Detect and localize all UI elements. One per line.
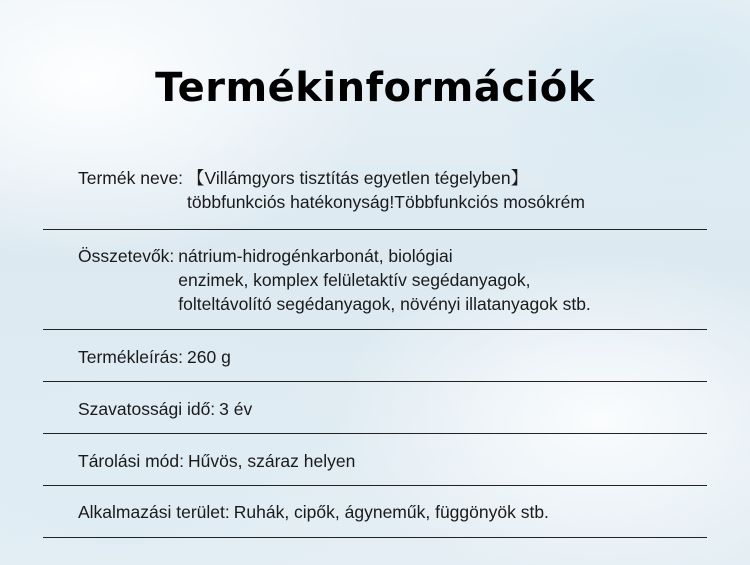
product-info-table [43, 160, 707, 538]
info-label: Alkalmazási terület: [78, 502, 230, 522]
info-value: Ruhák, cipők, ágyneműk, függönyök stb. [233, 502, 549, 522]
info-label: Tárolási mód: [78, 451, 185, 471]
info-label: Termékleírás: [78, 347, 184, 367]
info-value: 3 év [219, 399, 253, 419]
info-row-application [43, 486, 707, 538]
info-label: Összetevők: [78, 246, 175, 266]
info-value: nátrium-hidrogénkarbonát, biológiai enzimek, komplex felületaktív segédanyagok, folteltávolító segédanyagok, növényi illatanyagok stb. [178, 246, 591, 314]
info-value: Hűvös, száraz helyen [188, 451, 356, 471]
info-row-storage [43, 434, 707, 486]
page-title: Termékinformációk [155, 65, 595, 111]
info-row-shelf-life [43, 382, 707, 434]
info-row-ingredients [43, 230, 707, 330]
info-row-product-name [43, 160, 707, 230]
info-label: Termék neve: [78, 168, 184, 188]
info-value: 260 g [187, 347, 231, 367]
info-label: Szavatossági idő: [78, 399, 216, 419]
info-row-description [43, 330, 707, 382]
info-value: 【Villámgyors tisztítás egyetlen tégelyben】 többfunkciós hatékonyság!Többfunkciós mosókrém [187, 168, 585, 212]
